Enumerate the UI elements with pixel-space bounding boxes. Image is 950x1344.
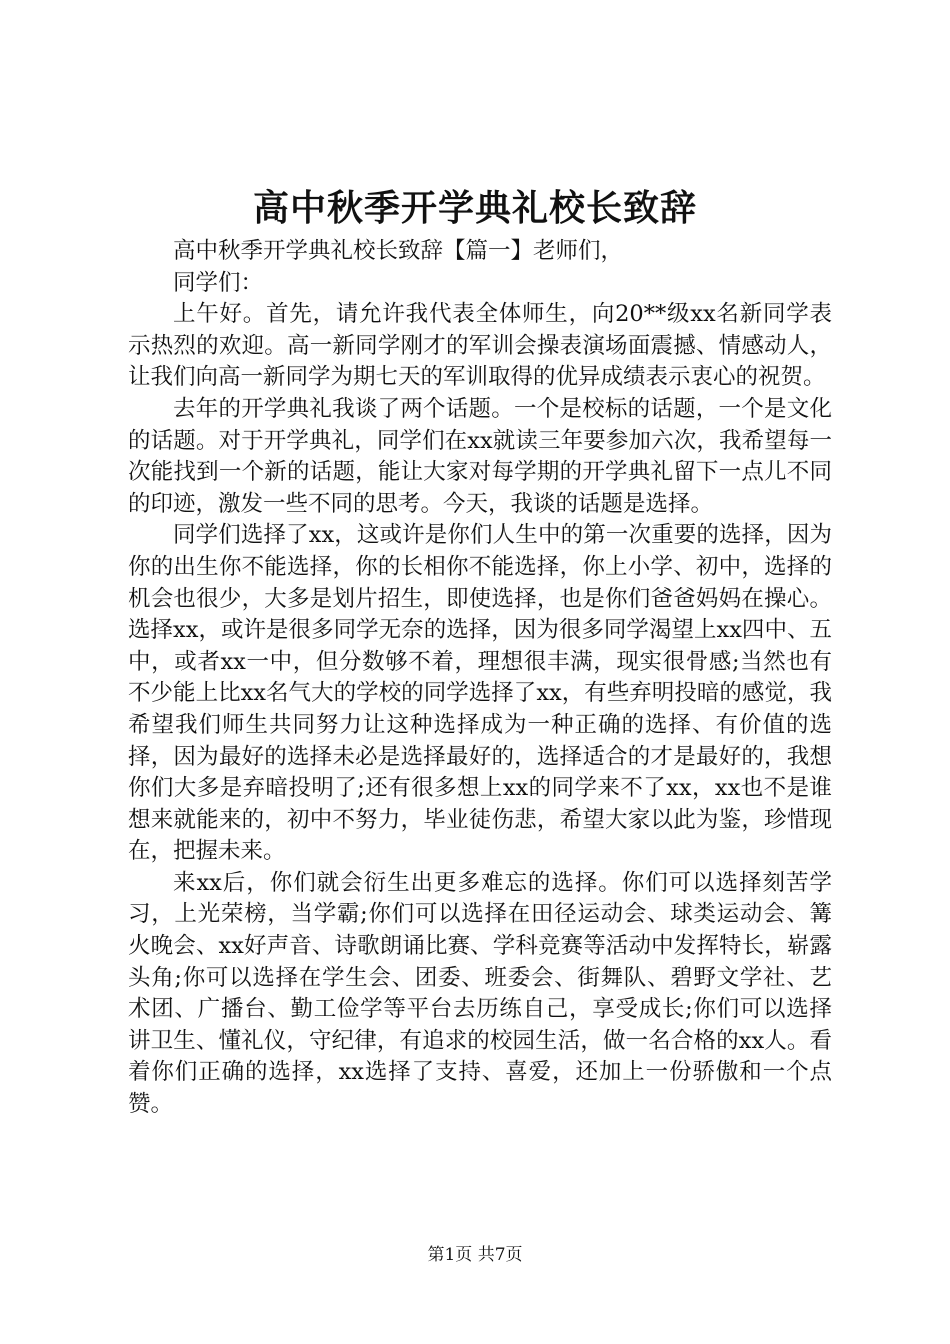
page-footer: 第1页 共7页 (427, 1245, 523, 1265)
body-paragraph: 去年的开学典礼我谈了两个话题。一个是校标的话题，一个是文化的话题。对于开学典礼，同学们在xx就读三年要参加六次，我希望每一次能找到一个新的话题，能让大家对每学期的开学典礼留下一点儿不同的印迹，激发一些不同的思考。今天，我谈的话题是选择。 (128, 395, 832, 517)
document-title: 高中秋季开学典礼校长致辞 (252, 187, 697, 229)
intro-line: 高中秋季开学典礼校长致辞【篇一】老师们， (173, 238, 624, 264)
intro-line: 同学们： (173, 269, 264, 296)
document-body (128, 236, 832, 1121)
body-paragraph: 同学们选择了xx，这或许是你们人生中的第一次重要的选择，因为你的出生你不能选择，你的长相你不能选择，你上小学、初中，选择的机会也很少，大多是划片招生，即使选择，也是你们爸爸妈妈在操心。选择xx，或许是很多同学无奈的选择，因为很多同学渴望上xx四中、五中，或者xx一中，但分数够不着，理想很丰满，现实很骨感;当然也有不少能上比xx名气大的学校的同学选择了xx，有些弃明投暗的感觉，我希望我们师生共同努力让这种选择成为一种正确的选择、有价值的选择，因为最好的选择未必是选择最好的，选择适合的才是最好的，我想你们大多是弃暗投明了;还有很多想上xx的同学来不了xx，xx也不是谁想来就能来的，初中不努力，毕业徒伤悲，希望大家以此为鉴，珍惜现在，把握未来。 (128, 522, 832, 865)
body-paragraph: 来xx后，你们就会衍生出更多难忘的选择。你们可以选择刻苦学习，上光荣榜，当学霸;你们可以选择在田径运动会、球类运动会、篝火晚会、xx好声音、诗歌朗诵比赛、学科竞赛等活动中发挥特长，崭露头角;你可以选择在学生会、团委、班委会、街舞队、碧野文学社、艺术团、广播台、勤工俭学等平台去历练自己，享受成长;你们可以选择讲卫生、懂礼仪，守纪律，有追求的校园生活，做一名合格的xx人。看着你们正确的选择，xx选择了支持、喜爱，还加上一份骄傲和一个点赞。 (128, 869, 832, 1118)
intro-paragraph (128, 236, 832, 299)
body-paragraph: 上午好。首先，请允许我代表全体师生，向20**级xx名新同学表示热烈的欢迎。高一新同学刚才的军训会操表演场面震撼、情感动人，让我们向高一新同学为期七天的军训取得的优异成绩表示衷心的祝贺。 (128, 301, 832, 391)
